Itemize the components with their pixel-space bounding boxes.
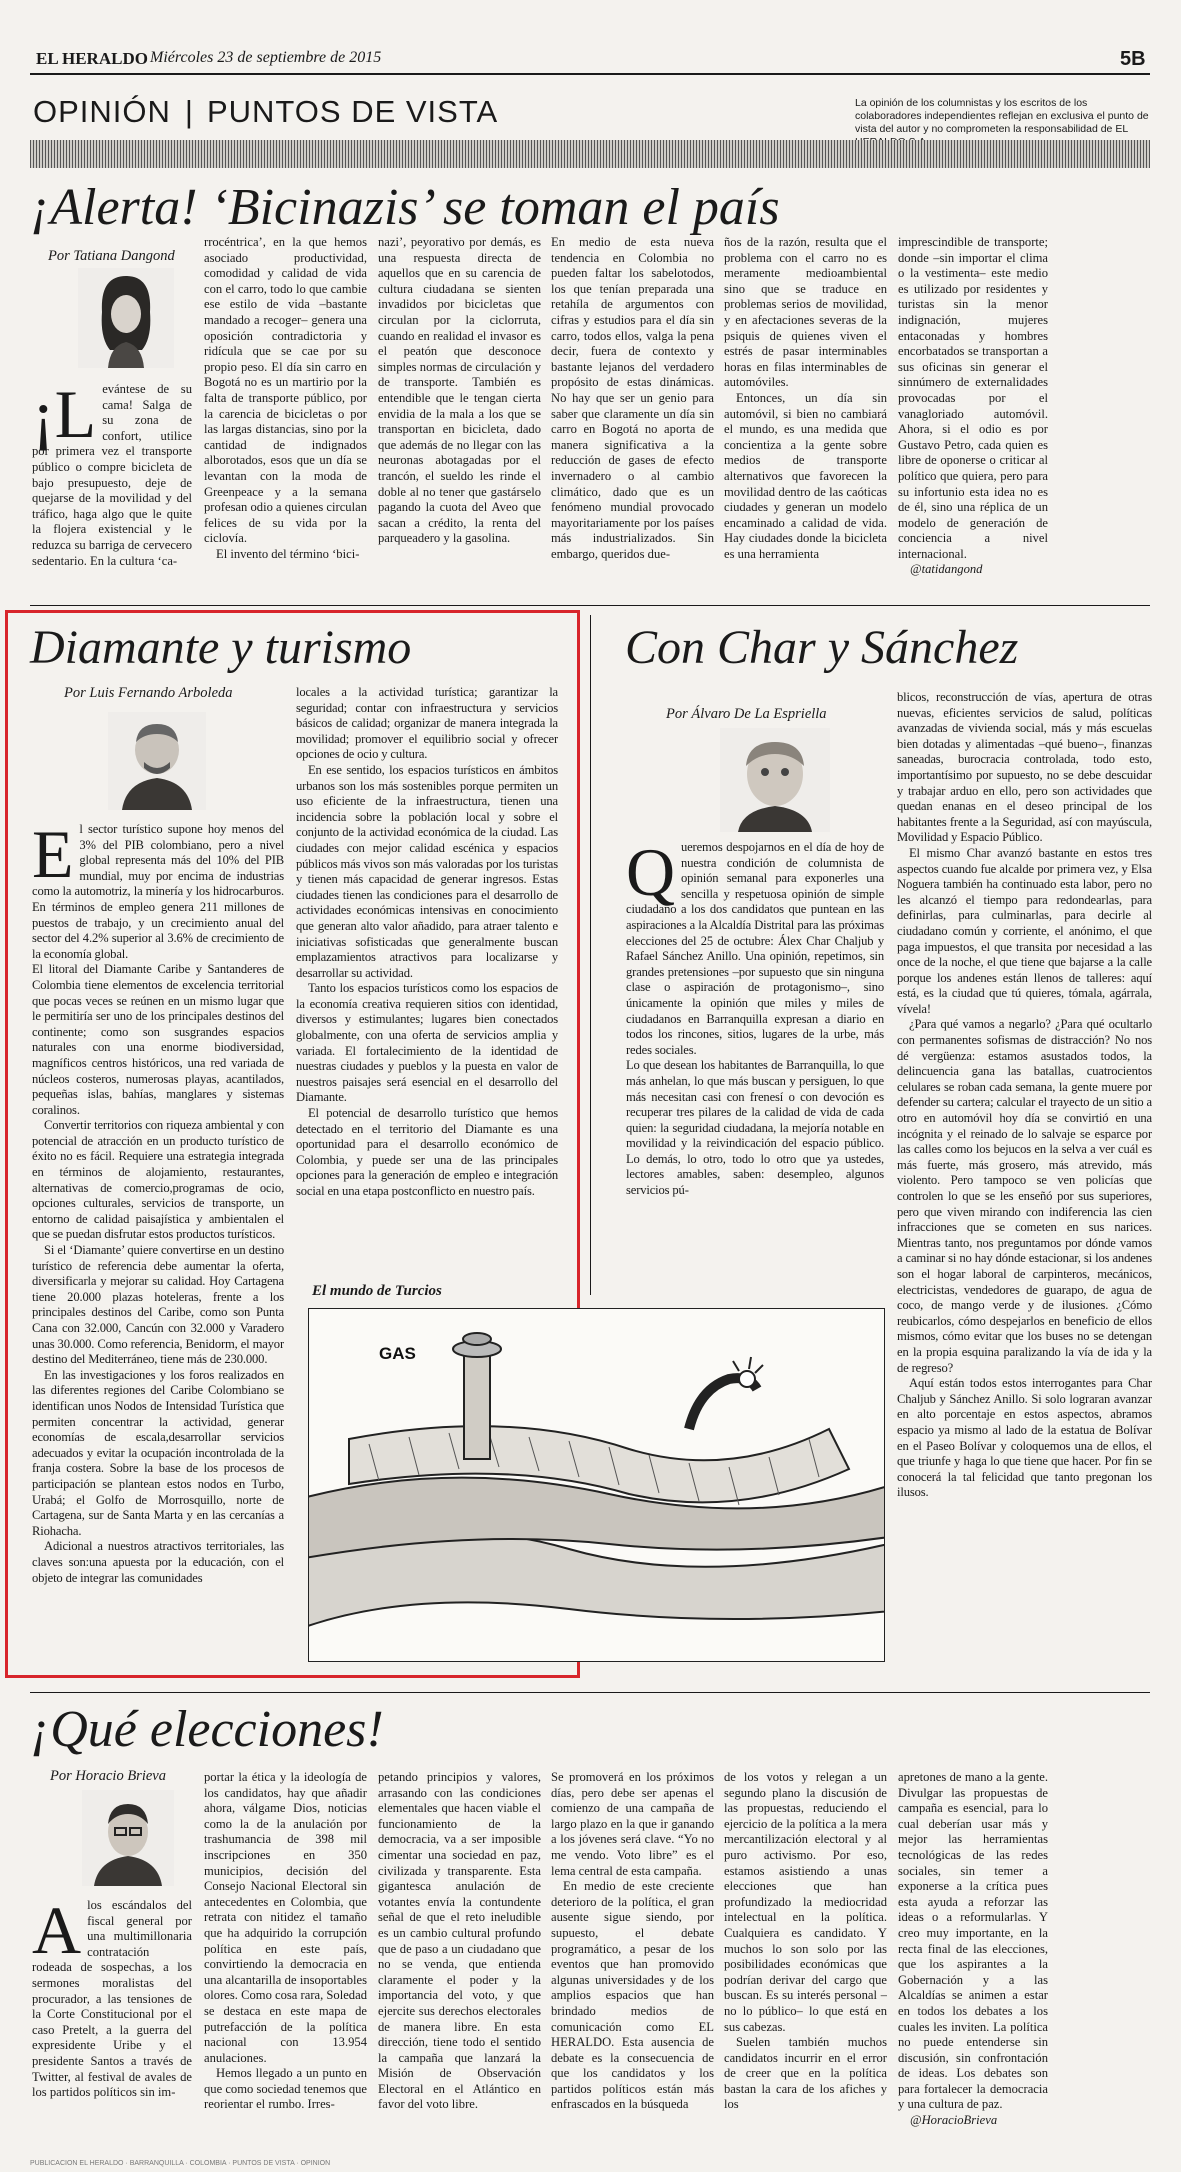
article2-col2-p2: En ese sentido, los espacios turísticos en ámbitos urbanos son los más sostenibles porque permiten un uso eficiente de la infraestructura, tienen una incidencia sobre la población local y sobre el conjunto de la actividad económica de la ciudad. Las ciudades con mejor calidad escénica y espacios públicos más vivos son más valoradas por los turistas y tienen más capacidad de generar ingresos. Estas ciudades tienen las condiciones para el desarrollo de actividades económicas intensivas en conocimiento que generan alto valor añadido, para atraer talento e iniciativas sofisticadas que generalmente buscan emplazamientos atractivos para localizarse y desarrollar su actividad. (296, 762, 558, 980)
article3-column-2 (897, 690, 1152, 1670)
article4-column-3 (378, 1770, 541, 2140)
article2-col1-p3: Convertir territorios con riqueza ambiental y con potencial de atracción en un producto turístico de éxito no es fácil. Requiere una estrategia integrada en términos de alojamiento, restaurantes, alternativas de comercio,programas de ocio, opciones culturales, servicios de transporte, un entorno de calidad paisajística y ambientalen el que se puedan disfrutar estos productos turísticos. (32, 1118, 284, 1242)
article1-col4-p1: En medio de esta nueva tendencia en Colombia no pueden faltar los sabelotodos, los que tenían preparada una retahíla de argumentos con cifras y estudios para el día sin carro, todos ellos, valga la pena decir, fuera de contexto y bastante lejanos del verdadero propósito de estas dinámicas. No hay que ser un genio para saber que claramente un día sin carro en Bogotá no aporta de manera significativa a la reducción de gases de efecto invernadero o al cambio climático, dado que es un fenómeno mundial provocado mayoritariamente por los países más industrializados. Sin embargo, queridos due- (551, 235, 714, 561)
cartoon-title: El mundo de Turcios (312, 1283, 442, 1299)
article3-byline: Por Álvaro De La Espriella (666, 706, 827, 722)
article1-col6-p1: imprescindible de transporte; donde –sin importar el clima o la vestimenta– este medio es utilizado por residentes y turistas sin la menor indignación, mujeres entaconadas y hombres encorbatados se transportan a sus oficinas sin generar el sinnúmero de externalidades provocadas por el vanagloriado automóvil. Ahora, si el odio es por Gustavo Petro, cada quien es libre de oponerse o criticar al político que quiera, pero para su infortunio esta idea no es de él, sino una réplica de un modelo de generación de conciencia a nivel internacional. (898, 235, 1048, 561)
article4-col3-p1: petando principios y valores, arrasando con las condiciones elementales que hacen viable el funcionamiento de la democracia, va a ser imposible cimentar una sociedad en paz, civilizada y transparente. Esta gigantesca anulación de votantes envía la contundente señal de que el reto ineludible es un cambio cultural profundo que de paso a un ciudadano que no se venda, que entienda claramente el poder y la importancia del voto, y que ejercite sus derechos electorales de manera libre. En esta dirección, tiene todo el sentido la campaña que lanzará la Misión de Observación Electoral en el Atlántico en favor del voto libre. (378, 1770, 541, 2112)
section-subtitle: PUNTOS DE VISTA (206, 94, 499, 129)
article3-bottom-rule (30, 1692, 1150, 1693)
article1-col5-p1: ños de la razón, resulta que el problema con el carro no es meramente medioambiental sino que se traduce en problemas serios de movilidad, y en afectaciones severas de la psiquis de quienes viven el estrés de pasar interminables horas en filas interminables de automóviles. (724, 235, 887, 390)
article4-col1-text: los escándalos del fiscal general por una multimillonaria contratación rodeada de sospechas, a los sermones moralistas del procurador, a las tensiones de la Corte Constitucional por el caso Pretelt, a la guerra del expresidente Uribe y el presidente Santos a través de Twitter, al festival de avales de los partidos políticos sin im- (32, 1898, 192, 2100)
article2-col1-p4: Si el ‘Diamante’ quiere convertirse en un destino turístico de referencia debe aumentar la oferta, diversificarla y mejorar su calidad. Hoy Cartagena tiene 20.000 plazas hoteleras, frente a los principales destinos del Caribe, como son Punta Cana con 32.000, Cancún con 32.000 y Varadero unas 30.000. Como referencia, Benidorm, el mayor destino del Mediterráneo, tiene más de 230.000. (32, 1243, 284, 1367)
article1-col2-p2: El invento del término ‘bici- (216, 546, 360, 561)
article4-column-6 (898, 1770, 1048, 2140)
article2-col1-p6: Adicional a nuestros atractivos territoriales, las claves son:una apuesta por la educación, con el objeto de integrar las comunidades (32, 1539, 284, 1585)
article2-col1-p5: En las investigaciones y los foros realizados en las diferentes regiones del Caribe Colombiano se identifican unos Nodos de Intensidad Turística que permiten concentrar la actividad, generar economías de escala,desarrollar servicios adecuados y evitar la ocupación incontrolada de la franja costera. Sobre la base de los procesos de participación se plantean estos nodos en Turbo, Urabá; el Golfo de Morrosquillo, norte de Cartagena, sur de Santa Marta y en las cercanías a Riohacha. (32, 1367, 284, 1538)
masthead-date: Miércoles 23 de septiembre de 2015 (150, 49, 382, 66)
article3-col1-text: ueremos despojarnos en el día de hoy de nuestra condición de columnista de opinión semanal para exponerles una sencilla y respetuosa opinión de simple ciudadano a los dos candidatos que puntean en las aspiraciones a la Alcaldía Distrital para las próximas elecciones del 25 de octubre: Álex Char Chaljub y Rafael Sánchez Anillo. Una opinión, repetimos, sin grandes pretensiones –por supuesto que sin ninguna clase o aspiración de protagonismo–, sino únicamente la opinión que miles y miles de ciudadanos en Barranquilla expresan a diario en todos los rincones, sitios, lugares de la urbe, más redes sociales. (626, 840, 884, 1057)
article1-column-5 (724, 235, 887, 580)
article4-signoff: @HoracioBrieva (910, 2113, 998, 2128)
article1-signoff: @tatidangond (910, 562, 983, 577)
section-header (33, 94, 498, 130)
article4-column-4 (551, 1770, 714, 2140)
cartoon-gas-label: GAS (379, 1344, 416, 1363)
article4-column-2 (204, 1770, 367, 2140)
article1-byline: Por Tatiana Dangond (48, 248, 175, 264)
article4-headline: ¡Qué elecciones! (30, 1701, 384, 1758)
article1-column-2 (204, 235, 367, 580)
article4-column-5 (724, 1770, 887, 2140)
article4-col4-p2: En medio de este creciente deterioro de la política, el gran ausente sigue siendo, por supuesto, el debate programático, a pesar de los eventos que han promovido algunas universidades y de los amplios espacios que han brindado medios de comunicación como EL HERALDO. Esta ausencia de debate es la consecuencia de que los candidatos y los partidos políticos están más enfrascados en la búsqueda (551, 1879, 714, 2112)
article4-col5-p2: Suelen también muchos candidatos incurrir en el error de creer que en la política bastan la cara de los afiches y los (724, 2035, 887, 2112)
section-title: OPINIÓN (33, 94, 171, 129)
article1-column-1 (32, 382, 192, 578)
masthead-rule (30, 73, 1150, 75)
article2-author-photo (108, 712, 206, 810)
masthead-paper-name: EL HERALDO (36, 49, 148, 68)
article2-byline: Por Luis Fernando Arboleda (64, 685, 233, 701)
article1-headline: ¡Alerta! ‘Bicinazis’ se toman el país (30, 179, 780, 236)
article3-column-1 (626, 840, 884, 1280)
article4-col2-p1: portar la ética y la ideología de los candidatos, hay que añadir ahora, válgame Dios, noticias como la de la anulación por trashumancia de 398 mil inscripciones en 350 municipios, decisión del Consejo Nacional Electoral sin antecedentes en Colombia, que retrata con nitidez el tamaño que ha adquirido la corrupción política en este país, convirtiendo la democracia en una alcantarilla de insoportables olores. Como cosa rara, Soledad se destaca en este mapa de putrefacción de la política nacional con 13.954 anulaciones. (204, 1770, 367, 2065)
article2-column-2 (296, 685, 558, 1280)
article2-col1-p2: El litoral del Diamante Caribe y Santanderes de Colombia tiene elementos de excelencia territorial que pocas veces se reúnen en un mismo lugar que le permitiría ser uno de los principales destinos del continente; como son susgrandes espacios naturales con una enorme biodiversidad, magníficos centros históricos, una red variada de núcleos costeros, numerosas playas, acantilados, pequeñas islas, bahías, manglares y sistemas coralinos. (32, 962, 284, 1117)
article4-col2-p2: Hemos llegado a un punto en que como sociedad tenemos que reorientar el rumbo. Irres- (204, 2066, 367, 2112)
cartoon-illustration (308, 1308, 885, 1662)
page-number: 5B (1120, 48, 1146, 70)
article3-col2-p1: blicos, reconstrucción de vías, apertura de otras nuevas, eficientes servicios de salud, políticas avanzadas de vivienda social, más y más escuelas bien dotadas y alimentadas –qué bueno–, finanzas saneadas, burocracia controlada, todo esto, importantísimo por supuesto, no se debe descuidar y trabajar arduo en ello, pero son actividades que quedan enanas en el deseo principal de los habitantes frente a la Seguridad, así con mayúscula, Movilidad y Espacio Público. (897, 690, 1152, 845)
column-divider (590, 615, 591, 1295)
article2-col2-p3: Tanto los espacios turísticos como los espacios de la economía creativa requieren sitios con identidad, diversos y estimulantes; lugares bien conectados globalmente, con una oferta de servicios amplia y variada. El fortalecimiento de la identidad de nuestras ciudades y pueblos y la puesta en valor de nuestros paisajes será esencial en el desarrollo del Diamante. (296, 981, 558, 1105)
footer-line: PUBLICACIÓN EL HERALDO · BARRANQUILLA · COLOMBIA · PUNTOS DE VISTA · OPINIÓN (30, 2160, 331, 2167)
article2-col2-p4: El potencial de desarrollo turístico que hemos detectado en el territorio del Diamante es una oportunidad para el desarrollo económico de Colombia, y puede ser una de las principales opciones para la generación de empleo e integración social en una etapa postconflicto en nuestro país. (296, 1106, 558, 1198)
section-hatch-band (30, 140, 1150, 168)
article2-column-1 (32, 822, 284, 1668)
article1-col3-p1: nazi’, peyorativo por demás, es una respuesta directa de aquellos que en su carencia de cultura ciudadana se sienten invadidos por bicicletas que circulan por la ciclorruta, cuando en realidad el invasor es el peatón que desconoce simples normas de circulación y de transporte. También es entendible que le tengan cierta envidia de la mala a los que se transportan en bicicleta, dado que además de no llegar con las neuronas abotagadas por el trancón, el sueldo les rinde el doble al no tener que gastárselo pagando la cuota del Aveo que sacan a crédito, la renta del parqueadero y la gasolina. (378, 235, 541, 546)
article4-col5-p1: de los votos y relegan a un segundo plano la discusión de las propuestas, reduciendo el ejercicio de la política a la mera mercantilización electoral y al puro activismo. Por eso, estamos asistiendo a unas elecciones que han profundizado la mediocridad intelectual en la política. Cualquiera es candidato. Y muchos lo son solo por las posibilidades económicas que podrían derivar del cargo que buscan. Es su interés personal –no lo público– lo que está en sus cabezas. (724, 1770, 887, 2034)
article1-dropcap: ¡L (32, 382, 97, 452)
article3-col2-p3: ¿Para qué vamos a negarlo? ¿Para qué ocultarlo con permanentes sofismas de distracción? No nos dé vergüenza: estamos asustados todos, la delincuencia gana las batallas, cuatrocientos celulares se roban cada semana, la gente muere por defender su cartera; calcular el trayecto de un sitio a otro en automóvil hoy día se convirtió en una incógnita y el reinado de lo salvaje se esparce por las calles como los bejucos en la selva a ver cuál es más fuerte, más grosero, más atrevido, más violento. Pero tampoco se ven policías que controlen lo que se les enseñó por sus superiores, pero que viven mirando con indiferencia las cien infracciones que se cometen en sus narices. Mientras tanto, nos preguntamos por dónde vamos a caminar si no hay dónde estacionar, si los andenes son el hogar laboral de carpinteros, mecánicos, electricistas, vendedores de guarapo, de agua de coco, de mango verde y de ilusiones. ¿Cómo reubicarlos, cómo despejarlos en beneficio de ellos mismos, cómo evitar que los buses no se detengan en la propia esquina paralizando la vía de ida y la de regreso? (897, 1017, 1152, 1375)
article3-col1-p2: Lo que desean los habitantes de Barranquilla, lo que más anhelan, lo que más buscan y persiguen, lo que más necesitan casi con frenesí o con devoción es recuperar tres pilares de la calidad de vida de cada quien: la seguridad ciudadana, la mejoría notable en movilidad y la reivindicación del espacio público. Lo demás, lo otro, todo lo otro que ya ustedes, lectores amables, saben: desempleo, algunos servicios pú- (626, 1058, 884, 1198)
article2-headline: Diamante y turismo (30, 621, 412, 674)
article2-col2-p1: locales a la actividad turística; garantizar la seguridad; contar con infraestructura y servicios básicos de calidad; organizar de manera integrada la movilidad; promover el equilibrio social y ofrecer opciones de ocio y cultura. (296, 685, 558, 762)
article4-col4-p1: Se promoverá en los próximos días, pero debe ser apenas el comienzo de una campaña de largo plazo en la que ir ganando a los jóvenes será clave. “Yo no me vendo. Voto libre” es el lema central de esta campaña. (551, 1770, 714, 1878)
article3-author-photo (720, 728, 830, 832)
article3-dropcap: Q (626, 840, 675, 910)
article4-author-photo (82, 1790, 174, 1886)
article1-col1-text: evántese de su cama! Salga de su zona de confort, utilice por primera vez el transporte público o compre bicicleta de bajo presupuesto, deje de quejarse de la movilidad y del tráfico, haga algo que le quite la flojera existencial y le reduzca su barriga de cervecero sedentario. En la cultura ‘ca- (32, 382, 192, 568)
section-divider: | (184, 94, 193, 129)
article1-column-4 (551, 235, 714, 580)
article1-column-6 (898, 235, 1048, 580)
article3-col2-p2: El mismo Char avanzó bastante en estos tres aspectos cuando fue alcalde por primera vez, y Elsa Noguera también ha continuado esta labor, pero no les alcanzó el tiempo para redondearlas, para definirlas, para culminarlas, para decirle al ciudadano común y corriente, el anónimo, el que paga impuestos, el que transita por necesidad a las once de la noche, el que tiene que bajarse a la calle porque los andenes están llenos de talleres: aquí está, es la ciudad que tú quieres, tómala, agárrala, vívela! (897, 845, 1152, 1016)
article2-dropcap: E (32, 822, 74, 892)
article2-col1-text: l sector turístico supone hoy menos del 3% del PIB colombiano, pero a nivel global representa más del 10% del PIB mundial, muy por encima de industrias como la automotriz, la minería y los hidrocarburos. En términos de empleo genera 211 millones de puestos de trabajo, y un crecimiento anual del sector del 4.2% superior al 3.6% de crecimiento de la economía global. (32, 822, 284, 961)
article4-col6-p1: apretones de mano a la gente. Divulgar las propuestas de campaña es esencial, para lo cual deberían usar más y mejor las herramientas tecnológicas de las redes sociales, sin temer a exponerse a la crítica pues esta ayuda a reforzar las ideas o a reformularlas. Y creo muy importante, en la recta final de las elecciones, que los aspirantes a la Gobernación y a las Alcaldías se animen a estar en todos los debates a los cuales les inviten. La política no puede entenderse sin discusión, sin confrontación de ideas. Los debates son para fortalecer la democracia y una cultura de paz. (898, 1770, 1048, 2112)
article4-dropcap: A (32, 1898, 82, 1968)
article4-byline: Por Horacio Brieva (50, 1768, 166, 1784)
article3-col2-p4: Aquí están todos estos interrogantes para Char Chaljub y Sánchez Anillo. Si solo lograran avanzar en alto porcentaje en estos aspectos, abramos espacio ya mismo al lado de la estatua de Bolívar en el Paseo Bolívar y coloquemos una de ellos, el que triunfe y haga lo que tiene que hacer. Por fin se conocerá la tal felicidad que tanto pregonan los ilusos. (897, 1376, 1152, 1500)
article1-column-3 (378, 235, 541, 580)
article4-column-1 (32, 1898, 192, 2138)
section-disclaimer: La opinión de los columnistas y los escritos de los colaboradores independientes reflejan en exclusiva el punto de vista del autor y no comprometen la responsabilidad de EL (855, 97, 1149, 135)
article1-col2-p1: rrocéntrica’, en la que hemos asociado productividad, comodidad y calidad de vida con el carro, todo lo que cambie ese estilo de vida –bastante mandado a recoger– genera una oposición contradictoria y ridícula que se cae por su propio peso. El día sin carro en Bogotá no es un martirio por la falta de transporte público, por la carencia de bicicletas o por las largas distancias, sino por la cantidad de indignados alborotados, esos que un día se levantan con la moda de Greenpeace y a la semana profesan odio a quienes circulan felices de su vida por la ciclovía. (204, 235, 367, 546)
article3-headline: Con Char y Sánchez (625, 621, 1019, 674)
article1-bottom-rule (30, 605, 1150, 606)
article1-col5-p2: Entonces, un día sin automóvil, si bien no cambiará el mundo, es una medida que concientiza a la gente sobre medios de transporte alternativos que favorecen la movilidad dentro de las caóticas ciudades y generan un modelo encaminado a calidad de vida. Hay ciudades donde la bicicleta es una herramienta (724, 390, 887, 561)
article1-author-photo (78, 268, 174, 368)
